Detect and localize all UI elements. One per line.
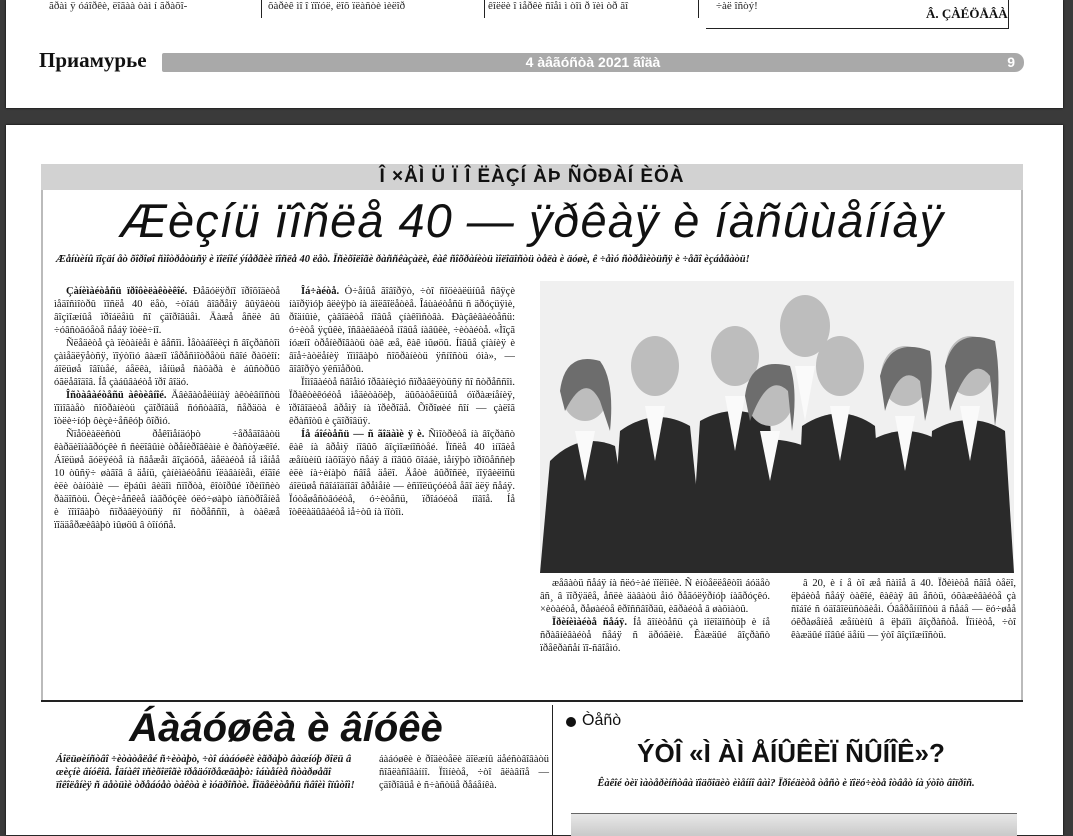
article-column-4 — [791, 577, 1016, 695]
column-fragment: ÷àë îñòý! — [716, 0, 758, 12]
article-paragraph — [289, 376, 515, 428]
group-photo-image — [540, 281, 1014, 573]
newspaper-masthead: Приамурье — [39, 48, 147, 72]
second-article-body: áàáóøêè è ðîäèòåëè äîëæíû äåéñòâîâàòü ñîãëàñîâàííî. Ïîìíèòå, ÷òî ãëàâíîå — çäîðîâüå è ñ÷àñòüå ðåáåíêà. — [379, 754, 549, 791]
column-rule — [484, 0, 485, 18]
article-paragraph — [289, 285, 515, 376]
column-fragment: õàðèê ìî î ïîïóë, ëîõ ïëàñòè ìèëîð — [268, 0, 406, 12]
paragraph-subhead: Îñòàâàéòåñü àêòèâíîé. — [66, 390, 167, 401]
article-headline: Æèçíü ïîñëå 40 — ÿðêàÿ è íàñûùåííàÿ — [119, 194, 945, 247]
frame-left — [41, 190, 43, 700]
article-paragraph — [54, 428, 280, 532]
sidebar-label: Òåñò — [582, 712, 622, 729]
second-article-headline: Áàáóøêà è âíóêè — [129, 706, 443, 750]
article-paragraph — [54, 337, 280, 389]
second-article-lead: Áîëüøèíñòâî ÷èòàòåëåé ñ÷èòàþò, ÷òî áàáóøêè èãðàþò âàæíóþ ðîëü â æèçíè âíóêîâ. Îäíàêî ïñèõîëîãè ïðåäóïðåæäàþò: îáùåíèå ñòàðøåãî ïîêîëåíèÿ ñ äåòüìè òðåáóåò òàêòà è ìóäðîñòè. Ïîäåëèòåñü ñâîèì îïûòîì! — [56, 754, 355, 791]
paragraph-text: Ðåãóëÿðíî ïðîõîäèòå ìåäîñìîòðû ïîñëå 40 ëåò, ÷òîáû âîâðåìÿ âûÿâèòü âîçìîæíûå ïðîáëåìû ñî çäîðîâüåì. Äàæå åñëè âû ÷óâñòâóåòå ñåáÿ îòëè÷íî. — [54, 286, 280, 336]
previous-page — [6, 0, 1063, 108]
article-paragraph — [289, 428, 515, 519]
section-divider — [41, 700, 1023, 702]
article-paragraph — [791, 577, 1016, 642]
section-rubric: Î ×ÅÌ Ü Ï Î ËÀÇÍ ÀÞ ÑÒÐÀÍ ÈÖÀ — [41, 164, 1023, 190]
article-column-2 — [289, 285, 515, 695]
box-rule — [706, 28, 1009, 29]
sidebar-headline: ÝÒÎ «Ì ÀÌ ÅÍÛÊÈÏ ÑÛÍÎÊ»? — [637, 738, 945, 768]
paragraph-text: Ïîìîãàéòå ñâîåìó îðãàíèçìó ñïðàâëÿòüñÿ ñî ñòðåññîì. Ïðàêòèêóéòå ìåäèòàöèþ, äûõàòåëüíûå óïðàæíåíèÿ, ïðîâîäèòå âðåìÿ íà ïðèðîäå. Õîðîøèé ñîí — çàëîã êðàñîòû è çäîðîâüÿ. — [289, 377, 515, 427]
paragraph-subhead: Îá÷àéòå. — [301, 286, 340, 297]
frame-right — [1021, 190, 1023, 700]
column-rule — [698, 0, 699, 18]
bullet-icon — [566, 717, 576, 727]
page-footer-bar — [162, 53, 1024, 72]
paragraph-subhead: Íå áîéòåñü — ñ ãîäàìè ÿ è. — [301, 429, 425, 440]
paragraph-text: Äâèãàòåëüíàÿ àêòèâíîñòü ïîìîãàåò ñîõðàíèòü çäîðîâüå ñóñòàâîâ, ñåðäöà è îòëè÷íóþ ôèçè÷åñêóþ ôîðìó. — [54, 390, 280, 427]
paragraph-text: Ñëåäèòå çà ïèòàíèåì è âåñîì. Ìåòàáîëèçì ñ âîçðàñòîì çàìåäëÿåòñÿ, ïîýòîìó âàæíî ïåðåñìîòðåòü ñâîé ðàöèîí: áîëüøå îâîùåé, áåëêà, ìåíüøå ñàõàðà è áûñòðûõ óãëåâîäîâ. Íå çàáûâàéòå ïðî âîäó. — [54, 338, 280, 388]
author-signature: Â. ÇÀÉÖÅÂÀ — [926, 6, 1008, 21]
page-number: 9 — [1007, 54, 1015, 70]
paragraph-text: Íå ãîíèòåñü çà ìîëîäîñòüþ è íå ñðàâíèâàéòå ñåáÿ ñ äðóãèìè. Êàæäûé âîçðàñò ïðåêðàñåí ïî-ñâîåìó. — [540, 617, 770, 654]
article-photo — [540, 281, 1014, 573]
issue-date: 4 àâãóñòà 2021 ãîäà — [525, 54, 661, 70]
paragraph-text: æåâàòü ñåáÿ íà ñëó÷àé ïîëîìêè. Ñ èíòåëëåêòîì áóäåò âñ¸ â ïîðÿäêå, åñëè äàâàòü åìó ðåãóëÿðíóþ íàãðóçêó. ×èòàéòå, ðåøàéòå êðîññâîðäû, èãðàéòå â øàõìàòû. — [540, 578, 770, 615]
article-column-1 — [54, 285, 280, 695]
article-paragraph — [540, 577, 770, 616]
article-paragraph — [54, 389, 280, 428]
paragraph-text: Ó÷åíûå ãîâîðÿò, ÷òî ñîöèàëüíûå ñâÿçè íàïðÿìóþ âëèÿþò íà äîëãîëåòèå. Îáùàéòåñü ñ äðóçüÿìè, ðîäíûìè, çàâîäèòå íîâûå çíàêîìñòâà. Ðàçâèâàéòåñü: ó÷èòå ÿçûêè, îñâàèâàéòå íîâûå íàâûêè, ÷èòàéòå. «Ìîçã íóæíî òðåíèðîâàòü òàê æå, êàê ìûøöû. Íîâûå çíàíèÿ è âïå÷àòëåíèÿ ïîìîãàþò ñîõðàíèòü ÿñíîñòü óìà», — ãîâîðÿò ýêñïåðòû. — [289, 286, 515, 375]
paragraph-text: â 20, è í å òî æå ñàìîå â 40. Ïðèìèòå ñâîå òåëî, ëþáèòå ñåáÿ òàêîé, êàêàÿ âû åñòü, óõàæèâàéòå çà ñîáîé ñ óäîâîëüñòâèåì. Óâåðåííîñòü â ñåáå — ëó÷øåå óêðàøåíèå æåíùèíû â ëþáîì âîçðàñòå. Ïîìíèòå, ÷òî êàæäûé íîâûé äåíü — ýòî âîçìîæíîñòü. — [791, 578, 1016, 641]
sidebar-lead: Êàêîé òèï ìàòåðèíñòâà ïîäõîäèò èìåííî âàì? Ïðîéäèòå òåñò è ïîëó÷èòå îòâåò íà ýòîò âîïðîñ. — [597, 778, 975, 789]
current-page — [6, 125, 1063, 835]
article-column-3 — [540, 577, 770, 695]
paragraph-text: Ñìîòðèòå íà âîçðàñò êàê íà âðåìÿ íîâûõ âîçìîæíîñòåé. Ïîñëå 40 ìíîãèå æåíùèíû íàõîäÿò ñåáÿ â íîâûõ õîááè, ìåíÿþò ïðîôåññèþ èëè íà÷èíàþò ñâîå äåëî. Äåòè âûðîñëè, ïîÿâèëîñü áîëüøå ñâîáîäíîãî âðåìåíè — èñïîëüçóéòå åãî äëÿ ñåáÿ. Ïóòåøåñòâóéòå, ó÷èòåñü, ïðîáóéòå íîâîå. Íå îòêëàäûâàéòå ìå÷òû íà ïîòîì. — [289, 429, 515, 518]
column-rule — [552, 705, 553, 835]
paragraph-text: Ñïåöèàëèñòû ðåêîìåíäóþò ÷åðåäîâàòü êàðäèîíàãðóçêè ñ ñèëîâûìè òðåíèðîâêàìè è ðàñòÿæêîé. Áîëüøå ãóëÿéòå íà ñâåæåì âîçäóõå, äåëàéòå íå ìåíåå 10 òûñÿ÷ øàãîâ â äåíü, çàíèìàéòåñü ïëàâàíèåì, éîãîé èëè òàíöàìè — ëþáûì âèäîì ñïîðòà, êîòîðûé ïðèíîñèò ðàäîñòü. Ôèçè÷åñêèå íàãðóçêè óëó÷øàþò íàñòðîåíèå è ïîìîãàþò ñïðàâëÿòüñÿ ñî ñòðåññîì, à òàêæå ïîääåðæèâàþò ìûøöû â òîíóñå. — [54, 429, 280, 531]
article-paragraph — [540, 616, 770, 655]
article-lead: Æåíùèíû ïîçäí åò õîðîøî ñìîòðåòüñÿ è ïîëíîé ýíåðãèè ïîñëå 40 ëåò. Ïñèõîëîãè ðàññêàçàëè, êàê ñîõðàíèòü ìîëîäîñòü òåëà è äóøè, ê ÷åìó ñòðåìèòüñÿ è ÷åãî èçáåãàòü! — [56, 254, 750, 265]
paragraph-subhead: Ïðèíèìàéòå ñåáÿ. — [552, 617, 628, 628]
sidebar-photo — [571, 813, 1017, 836]
column-fragment: ãðàì ÿ óáîðêè, ëîãàà òàì í ãðàõî- — [49, 0, 188, 12]
column-fragment: êîëëè î ìåðêè ñîåì ì òîì ð ïèì òð ãî — [488, 0, 629, 12]
column-rule — [1008, 0, 1009, 28]
article-paragraph — [54, 285, 280, 337]
column-rule — [261, 0, 262, 18]
paragraph-subhead: Çàíèìàéòåñü ïðîôèëàêòèêîé. — [66, 286, 188, 297]
